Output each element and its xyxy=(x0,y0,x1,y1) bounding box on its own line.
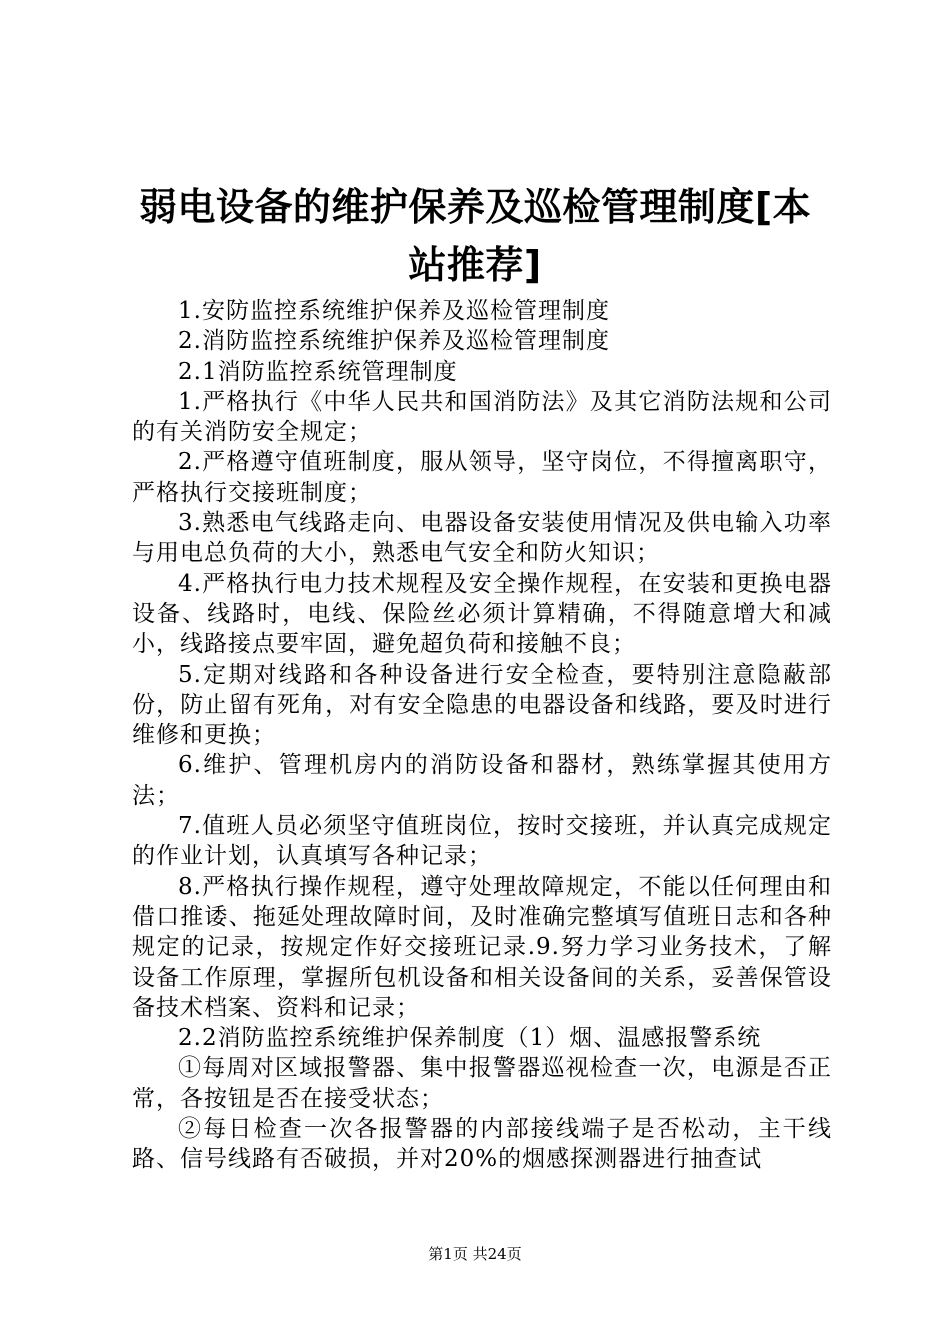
paragraph: 1.安防监控系统维护保养及巡检管理制度 xyxy=(178,298,610,324)
paragraph: 7.值班人员必须坚守值班岗位，按时交接班，并认真完成规定的作业计划，认真填写各种记录； xyxy=(132,813,832,870)
paragraph: ①每周对区域报警器、集中报警器巡视检查一次，电源是否正常，各按钮是否在接受状态； xyxy=(132,1055,832,1112)
paragraph: 6.维护、管理机房内的消防设备和器材，熟练掌握其使用方法； xyxy=(132,752,832,809)
paragraph: 5.定期对线路和各种设备进行安全检查，要特别注意隐蔽部份，防止留有死角，对有安全隐患的电器设备和线路，要及时进行维修和更换； xyxy=(132,661,832,749)
paragraph: 8.严格执行操作规程，遵守处理故障规定，不能以任何理由和借口推诿、拖延处理故障时间，及时准确完整填写值班日志和各种规定的记录，按规定作好交接班记录.9.努力学习业务技术，了解设备工作原理，掌握所包机设备和相关设备间的关系，妥善保管设备技术档案、资料和记录； xyxy=(132,873,832,1021)
paragraph: 2.2消防监控系统维护保养制度（1）烟、温感报警系统 xyxy=(178,1025,762,1052)
document-title: 弱电设备的维护保养及巡检管理制度[本站推荐] xyxy=(138,185,812,287)
paragraph: 3.熟悉电气线路走向、电器设备安装使用情况及供电输入功率与用电总负荷的大小，熟悉电气安全和防火知识； xyxy=(132,510,832,567)
document-body xyxy=(132,296,832,1175)
page-number: 第1页 共24页 xyxy=(428,1245,522,1263)
paragraph: ②每日检查一次各报警器的内部接线端子是否松动，主干线路、信号线路有否破损，并对20%的烟感探测器进行抽查试 xyxy=(132,1116,832,1173)
paragraph: 4.严格执行电力技术规程及安全操作规程，在安装和更换电器设备、线路时，电线、保险丝必须计算精确，不得随意增大和减小，线路接点要牢固，避免超负荷和接触不良； xyxy=(132,570,832,658)
paragraph: 2.1消防监控系统管理制度 xyxy=(178,358,458,385)
paragraph: 2.消防监控系统维护保养及巡检管理制度 xyxy=(178,328,610,355)
paragraph: 2.严格遵守值班制度，服从领导，坚守岗位，不得擅离职守，严格执行交接班制度； xyxy=(132,449,832,506)
paragraph: 1.严格执行《中华人民共和国消防法》及其它消防法规和公司的有关消防安全规定； xyxy=(132,388,832,446)
